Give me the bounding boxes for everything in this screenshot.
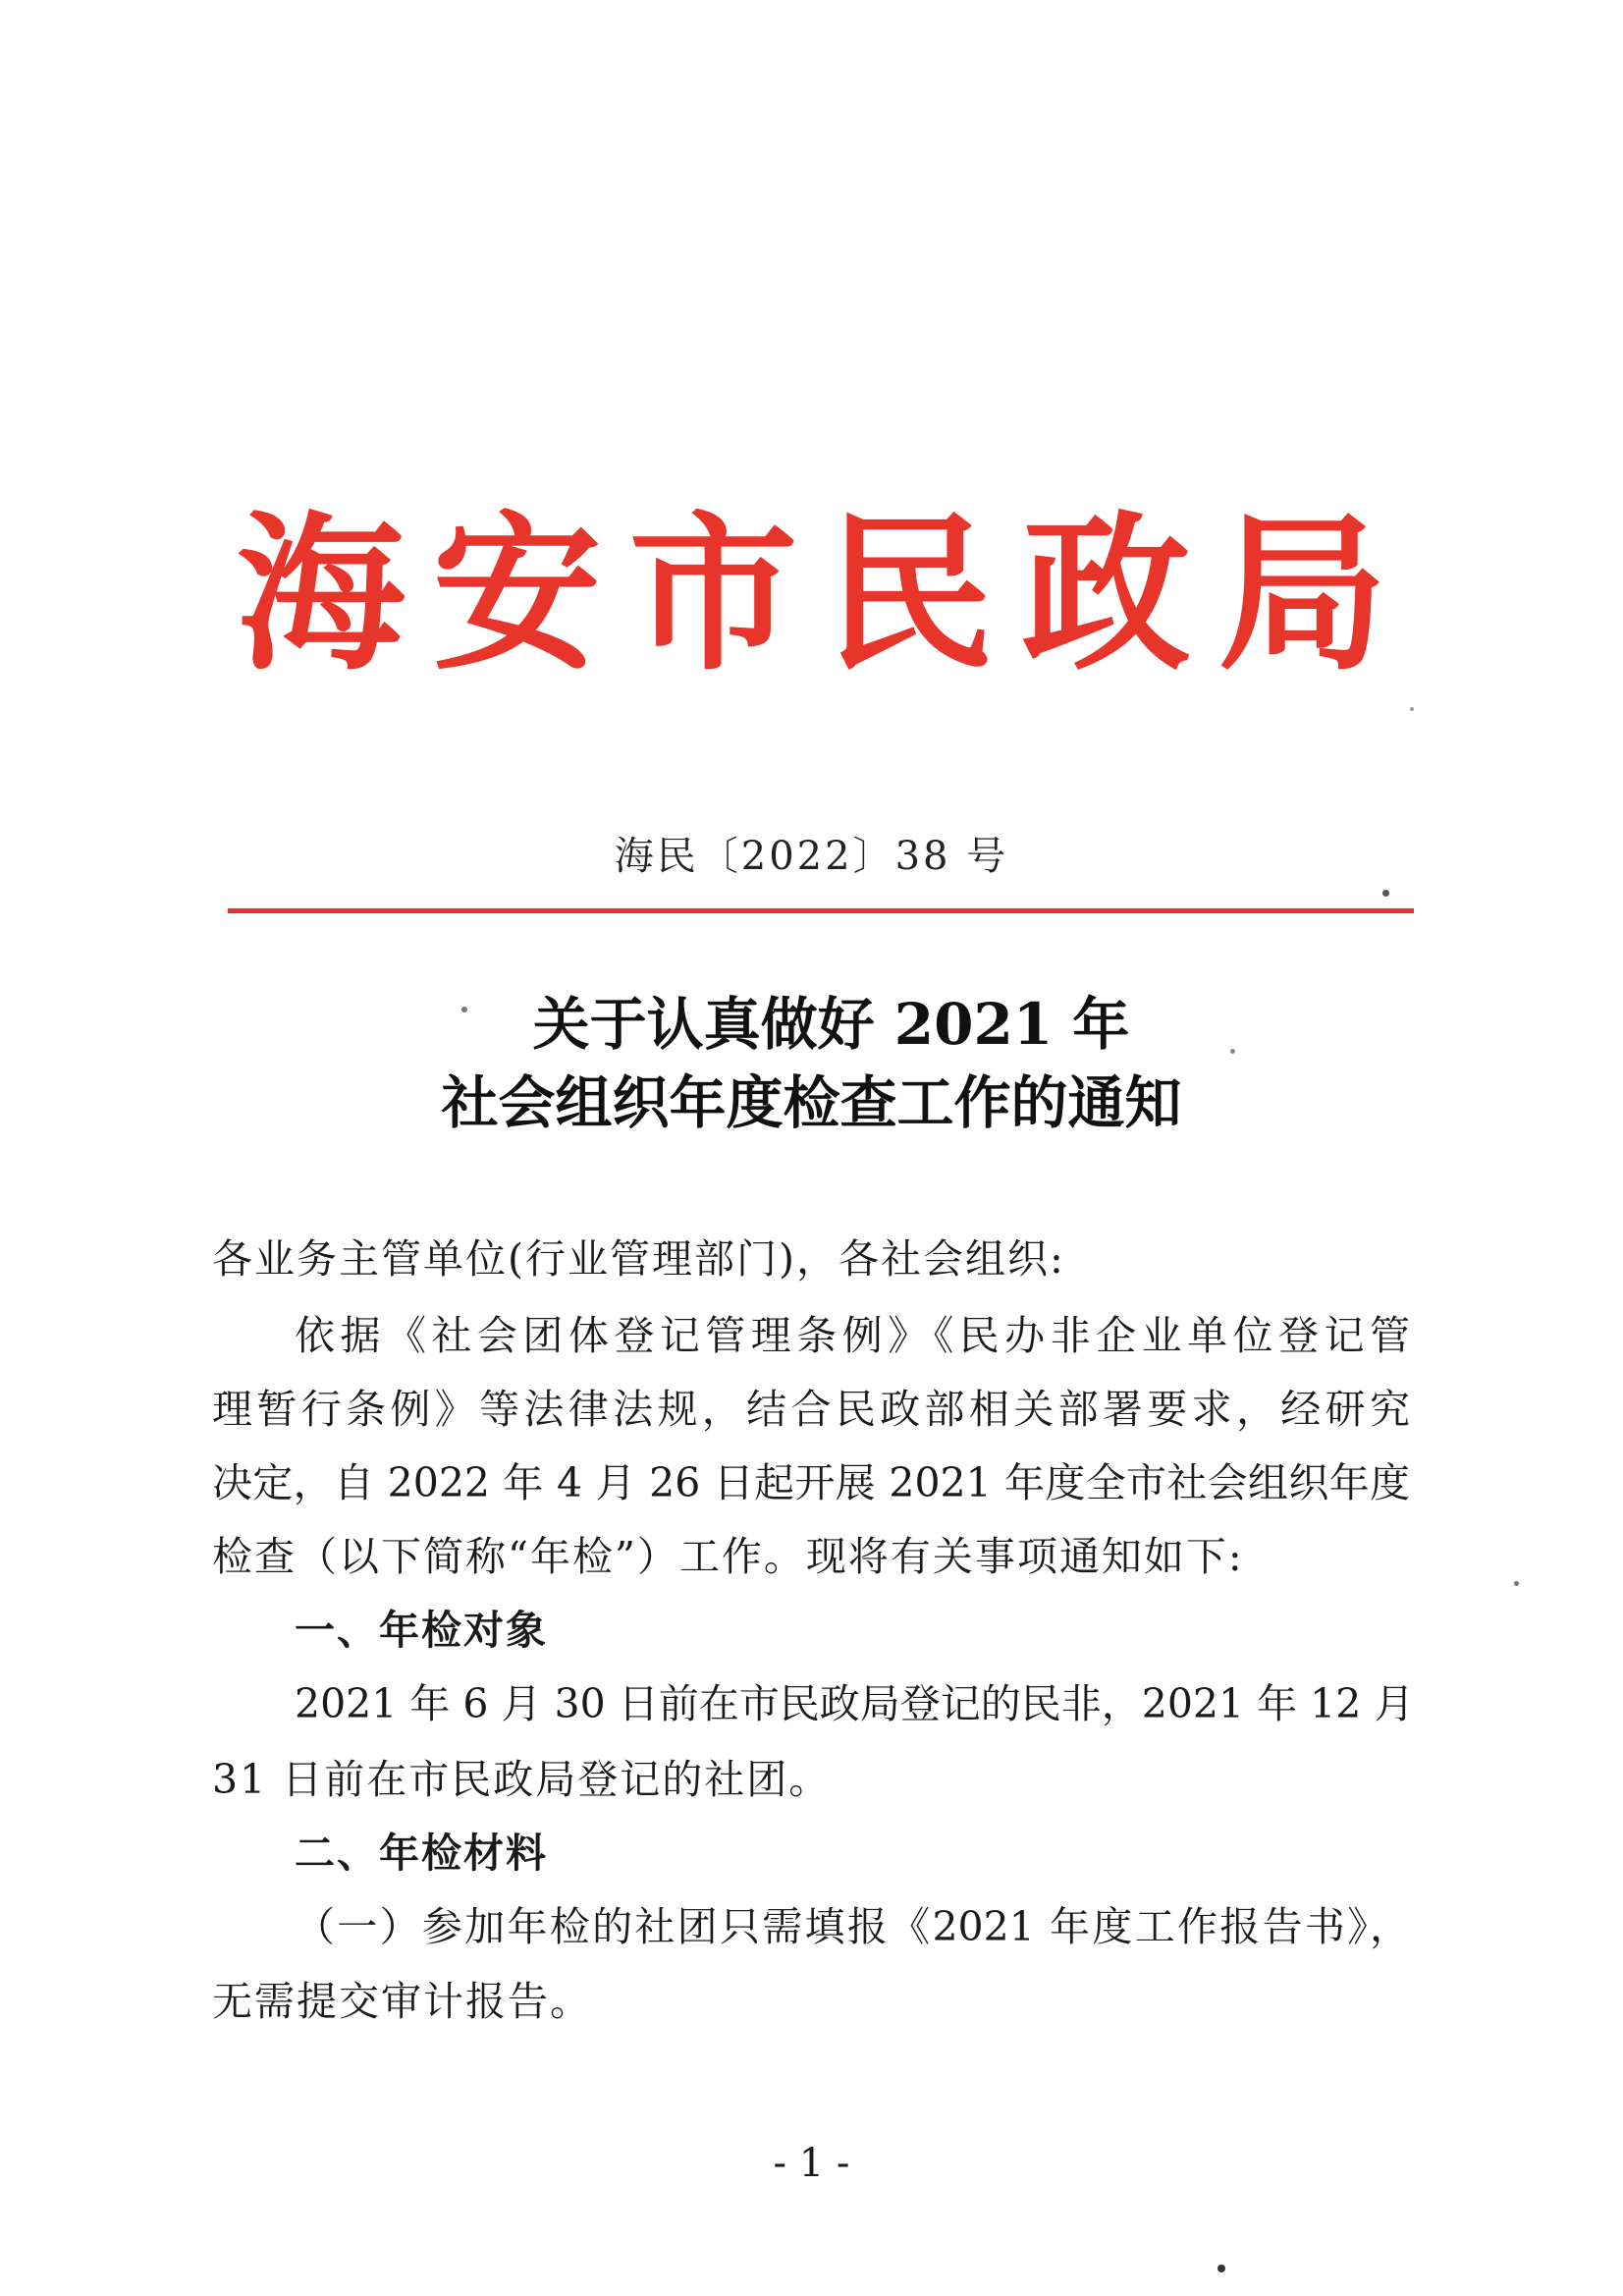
salutation: 各业务主管单位(行业管理部门)，各社会组织: <box>212 1235 1065 1283</box>
scan-speck <box>1410 707 1414 711</box>
red-divider-line <box>228 908 1414 913</box>
section-heading-1: 一、年检对象 <box>295 1607 548 1654</box>
scan-speck <box>1217 2265 1225 2272</box>
section-2-line-1: （一）参加年检的社团只需填报《2021 年度工作报告书》， <box>295 1903 1410 1950</box>
masthead-title: 海安市民政局 <box>236 494 1415 693</box>
document-number: 海民〔2022〕38 号 <box>614 834 1009 879</box>
section-1-line-2: 31 日前在市民政局登记的社团。 <box>212 1756 832 1803</box>
intro-line-1: 依据《社会团体登记管理条例》《民办非企业单位登记管 <box>295 1312 1410 1359</box>
scan-speck <box>461 1007 467 1012</box>
intro-line-3: 决定，自 2022 年 4 月 26 日起开展 2021 年度全市社会组织年度 <box>212 1459 1410 1506</box>
page-number: - 1 - <box>773 2141 850 2186</box>
intro-line-2: 理暂行条例》等法律法规，结合民政部相关部署要求，经研究 <box>212 1386 1410 1433</box>
section-2-line-2: 无需提交审计报告。 <box>212 1978 592 2025</box>
section-1-line-1: 2021 年 6 月 30 日前在市民政局登记的民非，2021 年 12 月 <box>295 1680 1415 1727</box>
scan-speck <box>1514 1581 1519 1586</box>
intro-line-4: 检查（以下简称“年检”）工作。现将有关事项通知如下: <box>212 1533 1244 1580</box>
section-heading-2: 二、年检材料 <box>295 1830 548 1877</box>
notice-title-line-1: 关于认真做好 2021 年 <box>532 991 1130 1058</box>
notice-title-line-2: 社会组织年度检查工作的通知 <box>441 1069 1182 1136</box>
scan-speck <box>1382 890 1389 897</box>
scan-speck <box>1230 1049 1235 1054</box>
